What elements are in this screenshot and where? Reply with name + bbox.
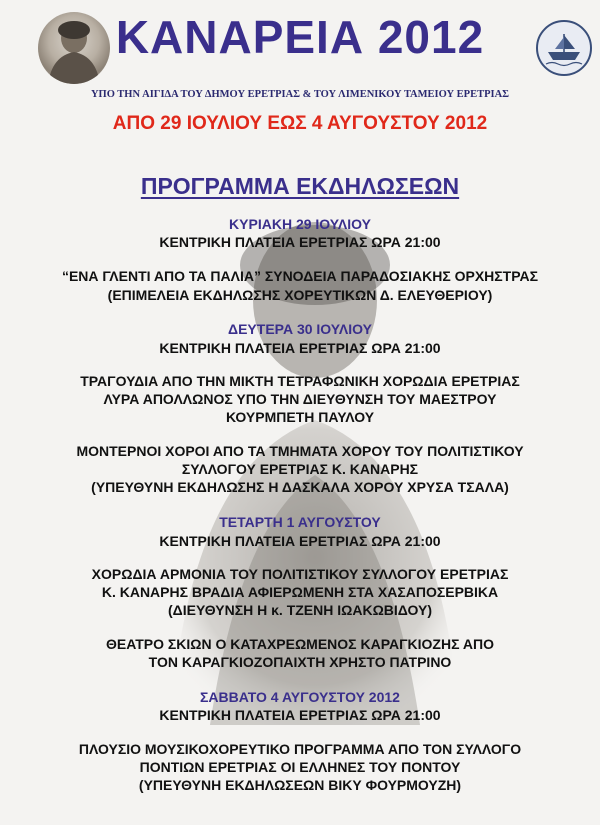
- event-line: ΧΟΡΩΔΙΑ ΑΡΜΟΝΙΑ ΤΟΥ ΠΟΛΙΤΙΣΤΙΚΟΥ ΣΥΛΛΟΓΟΥ ΕΡΕΤΡΙΑΣ: [91, 566, 509, 582]
- festival-title: ΚΑΝΑΡΕΙΑ 2012: [115, 11, 485, 63]
- day-heading: ΔΕΥΤΕΡΑ 30 ΙΟΥΛΙΟΥ: [228, 321, 372, 337]
- day-heading: ΣΑΒΒΑΤΟ 4 ΑΥΓΟΥΣΤΟΥ 2012: [200, 689, 400, 705]
- event-line: (ΥΠΕΥΘΥΝΗ ΕΚΔΗΛΩΣΕΩΝ ΒΙΚΥ ΦΟΥΡΜΟΥΖΗ): [138, 777, 462, 793]
- event-line: “ΕΝΑ ΓΛΕΝΤΙ ΑΠΟ ΤΑ ΠΑΛΙΑ” ΣΥΝΟΔΕΙΑ ΠΑΡΑΔΟΣΙΑΚΗΣ ΟΡΧΗΣΤΡΑΣ: [61, 268, 539, 284]
- event-line: ΛΥΡΑ ΑΠΟΛΛΩΝΟΣ ΥΠΟ ΤΗΝ ΔΙΕΥΘΥΝΣΗ ΤΟΥ ΜΑΕΣΤΡΟΥ: [103, 391, 497, 407]
- venue-time: ΚΕΝΤΡΙΚΗ ΠΛΑΤΕΙΑ ΕΡΕΤΡΙΑΣ ΩΡΑ 21:00: [159, 533, 441, 549]
- event-line: ΠΟΝΤΙΩΝ ΕΡΕΤΡΙΑΣ ΟΙ ΕΛΛΗΝΕΣ ΤΟΥ ΠΟΝΤΟΥ: [139, 759, 461, 775]
- venue-time: ΚΕΝΤΡΙΚΗ ΠΛΑΤΕΙΑ ΕΡΕΤΡΙΑΣ ΩΡΑ 21:00: [159, 340, 441, 356]
- event-line: (ΥΠΕΥΘΥΝΗ ΕΚΔΗΛΩΣΗΣ Η ΔΑΣΚΑΛΑ ΧΟΡΟΥ ΧΡΥΣΑ ΤΣΑΛΑ): [91, 479, 509, 495]
- day-heading: ΚΥΡΙΑΚΗ 29 ΙΟΥΛΙΟΥ: [229, 216, 371, 232]
- event-line: ΤΟΝ ΚΑΡΑΓΚΙΟΖΟΠΑΙΧΤΗ ΧΡΗΣΤΟ ΠΑΤΡΙΝΟ: [148, 654, 452, 670]
- event-line: (ΕΠΙΜΕΛΕΙΑ ΕΚΔΗΛΩΣΗΣ ΧΟΡΕΥΤΙΚΩΝ Δ. ΕΛΕΥΘΕΡΙΟΥ): [107, 287, 493, 303]
- event-line: ΣΥΛΛΟΓΟΥ ΕΡΕΤΡΙΑΣ Κ. ΚΑΝΑΡΗΣ: [181, 461, 419, 477]
- event-line: ΤΡΑΓΟΥΔΙΑ ΑΠΟ ΤΗΝ ΜΙΚΤΗ ΤΕΤΡΑΦΩΝΙΚΗ ΧΟΡΩΔΙΑ ΕΡΕΤΡΙΑΣ: [80, 373, 520, 389]
- event-line: ΠΛΟΥΣΙΟ ΜΟΥΣΙΚΟΧΟΡΕΥΤΙΚΟ ΠΡΟΓΡΑΜΜΑ ΑΠΟ ΤΟΝ ΣΥΛΛΟΓΟ: [78, 741, 522, 757]
- venue-time: ΚΕΝΤΡΙΚΗ ΠΛΑΤΕΙΑ ΕΡΕΤΡΙΑΣ ΩΡΑ 21:00: [159, 707, 441, 723]
- day-heading: ΤΕΤΑΡΤΗ 1 ΑΥΓΟΥΣΤΟΥ: [219, 514, 381, 530]
- venue-time: ΚΕΝΤΡΙΚΗ ΠΛΑΤΕΙΑ ΕΡΕΤΡΙΑΣ ΩΡΑ 21:00: [159, 234, 441, 250]
- event-line: ΘΕΑΤΡΟ ΣΚΙΩΝ Ο ΚΑΤΑΧΡΕΩΜΕΝΟΣ ΚΑΡΑΓΚΙΟΖΗΣ ΑΠΟ: [106, 636, 494, 652]
- aegis-line: ΥΠΟ ΤΗΝ ΑΙΓΙΔΑ ΤΟΥ ΔΗΜΟΥ ΕΡΕΤΡΙΑΣ & ΤΟΥ ΛΙΜΕΝΙΚΟΥ ΤΑΜΕΙΟΥ ΕΡΕΤΡΙΑΣ: [90, 89, 510, 100]
- event-line: ΚΟΥΡΜΠΕΤΗ ΠΑΥΛΟΥ: [225, 409, 375, 425]
- event-line: (ΔΙΕΥΘΥΝΣΗ Η κ. ΤΖΕΝΗ ΙΩΑΚΩΒΙΔΟΥ): [168, 602, 432, 618]
- event-line: ΜΟΝΤΕΡΝΟΙ ΧΟΡΟΙ ΑΠΟ ΤΑ ΤΜΗΜΑΤΑ ΧΟΡΟΥ ΤΟΥ ΠΟΛΙΤΙΣΤΙΚΟΥ: [76, 443, 524, 459]
- festival-dates: ΑΠΟ 29 ΙΟΥΛΙΟΥ ΕΩΣ 4 ΑΥΓΟΥΣΤΟΥ 2012: [112, 113, 488, 134]
- event-line: Κ. ΚΑΝΑΡΗΣ ΒΡΑΔΙΑ ΑΦΙΕΡΩΜΕΝΗ ΣΤΑ ΧΑΣΑΠΟΣΕΡΒΙΚΑ: [101, 584, 499, 600]
- program-heading: ΠΡΟΓΡΑΜΜΑ ΕΚΔΗΛΩΣΕΩΝ: [140, 173, 460, 199]
